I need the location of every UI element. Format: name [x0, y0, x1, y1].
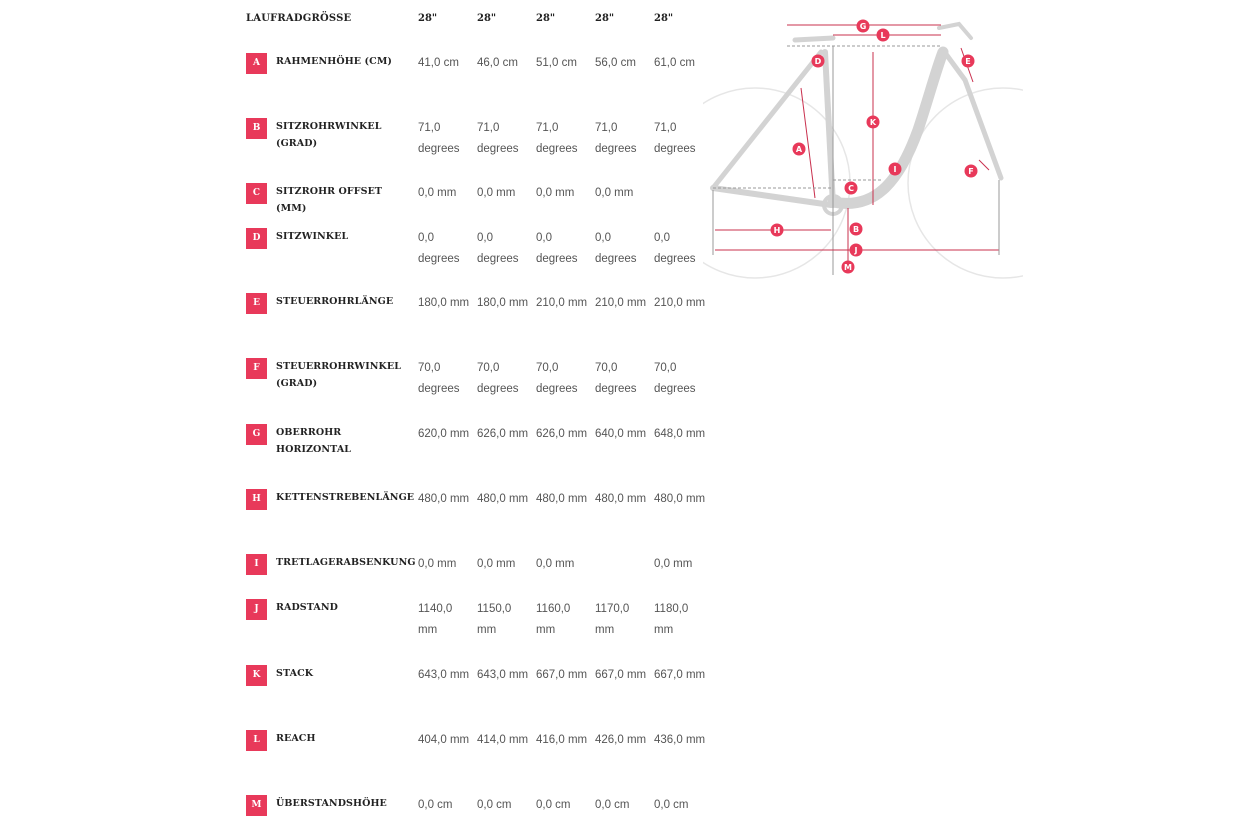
marker-letter: A [795, 145, 803, 154]
dimension-value: 51,0 cm [536, 57, 577, 69]
dimension-lines [713, 25, 999, 275]
size-col-1: 28" [418, 13, 438, 24]
marker-letter: J [854, 246, 858, 255]
size-col-2: 28" [477, 13, 497, 24]
dimension-value: 0,0 degrees [418, 232, 460, 265]
dimension-value: 71,0 degrees [477, 122, 519, 155]
marker-a [793, 143, 806, 156]
dimension-letter-badge: L [246, 730, 267, 751]
marker-letter: F [968, 167, 974, 176]
dimension-value: 41,0 cm [418, 57, 459, 69]
dimension-value: 70,0 degrees [536, 362, 578, 395]
dimension-label: RADSTAND [276, 602, 339, 613]
dimension-value: 1160,0 mm [536, 603, 571, 636]
dimension-value: 648,0 mm [654, 428, 706, 440]
dimension-label: TRETLAGERABSENKUNG [276, 557, 416, 568]
table-header [246, 0, 716, 40]
dimension-value: 180,0 mm [477, 297, 529, 309]
size-col-4: 28" [595, 13, 615, 24]
marker-letter: H [773, 226, 781, 235]
size-col-5: 28" [654, 13, 674, 24]
dimension-value: 71,0 degrees [654, 122, 696, 155]
dimension-value: 210,0 mm [595, 297, 647, 309]
dimension-value: 626,0 mm [536, 428, 588, 440]
dimension-letter-badge: H [246, 489, 267, 510]
marker-letter: I [893, 165, 897, 174]
dimension-value: 1170,0 mm [595, 603, 630, 636]
marker-letter: D [814, 57, 822, 66]
dimension-value: 180,0 mm [418, 297, 470, 309]
dimension-value: 70,0 degrees [595, 362, 637, 395]
dimension-letter-badge: B [246, 118, 267, 139]
dimension-value: 70,0 degrees [654, 362, 696, 395]
marker-letter: C [848, 184, 854, 193]
dimension-value: 480,0 mm [418, 493, 470, 505]
dimension-value: 640,0 mm [595, 428, 647, 440]
bike-geometry-diagram [703, 10, 1023, 285]
marker-letter: E [965, 57, 971, 66]
dimension-value: 61,0 cm [654, 57, 695, 69]
dimension-value: 1180,0 mm [654, 603, 689, 636]
marker-letter: G [859, 22, 867, 31]
dimension-value: 0,0 cm [536, 799, 571, 811]
dimension-value: 0,0 cm [477, 799, 512, 811]
dimension-value: 1140,0 mm [418, 603, 453, 636]
marker-b [850, 223, 863, 236]
marker-m [842, 261, 855, 274]
dimension-value: 626,0 mm [477, 428, 529, 440]
dimension-value: 0,0 mm [536, 558, 575, 570]
dimension-value: 643,0 mm [477, 669, 529, 681]
dimension-value: 667,0 mm [654, 669, 706, 681]
marker-f [965, 165, 978, 178]
dimension-value: 0,0 degrees [477, 232, 519, 265]
dimension-letter-badge: D [246, 228, 267, 249]
dimension-label: OBERROHR HORIZONTAL [276, 427, 352, 455]
marker-l [877, 29, 890, 42]
dimension-value: 0,0 degrees [536, 232, 578, 265]
dimension-value: 480,0 mm [654, 493, 706, 505]
size-col-3: 28" [536, 13, 556, 24]
dimension-label: STEUERROHRWINKEL (GRAD) [276, 361, 401, 389]
marker-g [857, 20, 870, 33]
marker-letter: B [852, 225, 860, 234]
dimension-value: 71,0 degrees [536, 122, 578, 155]
dimension-label: SITZWINKEL [276, 231, 349, 242]
marker-d [812, 55, 825, 68]
dimension-label: KETTENSTREBENLÄNGE [276, 492, 415, 503]
dimension-value: 56,0 cm [595, 57, 636, 69]
dimension-value: 0,0 mm [536, 187, 575, 199]
dimension-value: 0,0 mm [595, 187, 634, 199]
dimension-label: STACK [276, 668, 314, 679]
dimension-value: 0,0 cm [595, 799, 630, 811]
dimension-value: 210,0 mm [536, 297, 588, 309]
marker-letter: M [844, 263, 852, 272]
dimension-letter-badge: F [246, 358, 267, 379]
dimension-value: 426,0 mm [595, 734, 647, 746]
dimension-value: 414,0 mm [477, 734, 529, 746]
dimension-value: 71,0 degrees [595, 122, 637, 155]
dimension-value: 0,0 cm [654, 799, 689, 811]
dimension-letter-badge: E [246, 293, 267, 314]
dimension-label: SITZROHR OFFSET (MM) [276, 186, 383, 214]
marker-j [850, 244, 863, 257]
dimension-value: 0,0 degrees [654, 232, 696, 265]
dimension-letter-badge: C [246, 183, 267, 204]
dimension-value: 71,0 degrees [418, 122, 460, 155]
dimension-value: 0,0 cm [418, 799, 453, 811]
marker-letter: L [880, 31, 886, 40]
marker-k [867, 116, 880, 129]
dimension-value: 70,0 degrees [477, 362, 519, 395]
dimension-label: ÜBERSTANDSHÖHE [276, 798, 387, 809]
dimension-value: 480,0 mm [536, 493, 588, 505]
dimension-label: SITZROHRWINKEL (GRAD) [276, 121, 382, 149]
dimension-value: 643,0 mm [418, 669, 470, 681]
dimension-value: 70,0 degrees [418, 362, 460, 395]
dimension-value: 0,0 mm [418, 558, 457, 570]
marker-i [889, 163, 902, 176]
dimension-letter-badge: I [246, 554, 267, 575]
wheel-size-header: LAUFRADGRÖSSE [246, 13, 352, 24]
dimension-value: 1150,0 mm [477, 603, 512, 636]
dimension-letter-badge: J [246, 599, 267, 620]
dimension-value: 404,0 mm [418, 734, 470, 746]
dimension-value: 416,0 mm [536, 734, 588, 746]
dimension-label: STEUERROHRLÄNGE [276, 296, 394, 307]
dimension-label: RAHMENHÖHE (CM) [276, 56, 393, 67]
dimension-value: 46,0 cm [477, 57, 518, 69]
dimension-value: 0,0 degrees [595, 232, 637, 265]
marker-e [962, 55, 975, 68]
dimension-label: REACH [276, 733, 316, 744]
dimension-value: 0,0 mm [477, 558, 516, 570]
dimension-letter-badge: G [246, 424, 267, 445]
dimension-value: 480,0 mm [595, 493, 647, 505]
dimension-letter-badge: M [246, 795, 267, 816]
dimension-value: 0,0 mm [654, 558, 693, 570]
dimension-value: 0,0 mm [418, 187, 457, 199]
marker-letter: K [869, 118, 877, 127]
marker-h [771, 224, 784, 237]
dimension-value: 436,0 mm [654, 734, 706, 746]
dimension-value: 480,0 mm [477, 493, 529, 505]
dimension-value: 667,0 mm [595, 669, 647, 681]
dimension-letter-badge: A [246, 53, 267, 74]
dimension-value: 210,0 mm [654, 297, 706, 309]
dimension-letter-badge: K [246, 665, 267, 686]
dimension-value: 620,0 mm [418, 428, 470, 440]
dimension-value: 0,0 mm [477, 187, 516, 199]
dimension-value: 667,0 mm [536, 669, 588, 681]
marker-c [845, 182, 858, 195]
